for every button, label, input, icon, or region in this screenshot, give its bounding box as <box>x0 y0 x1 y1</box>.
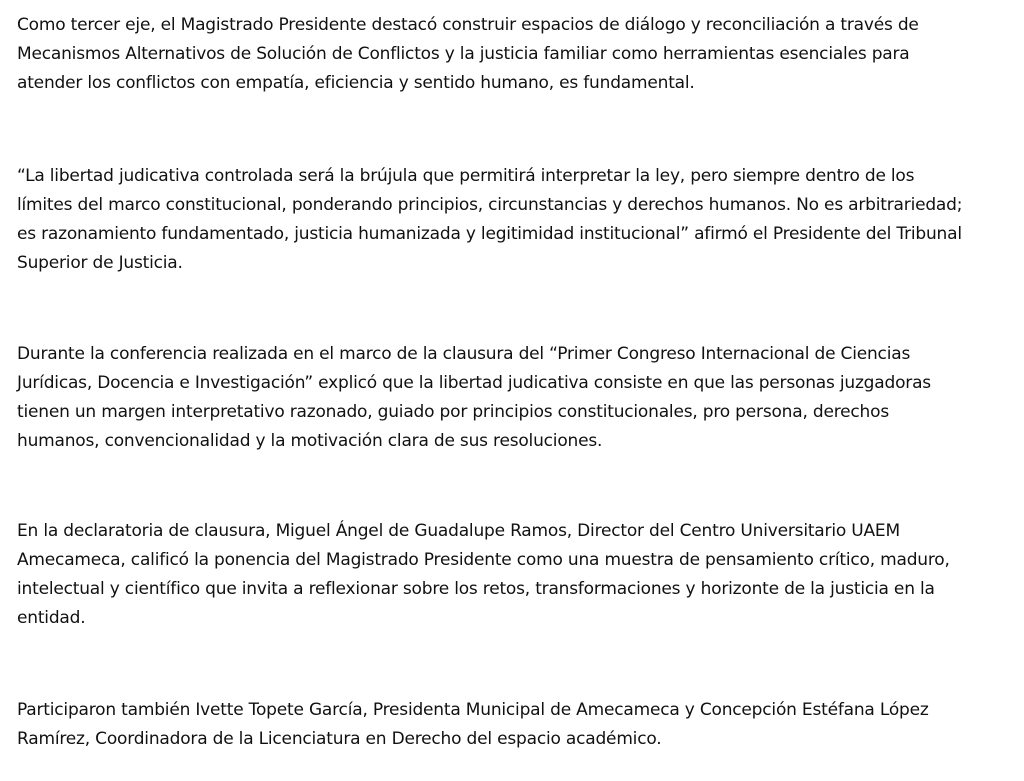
paragraph-line: Como tercer eje, el Magistrado Presidente destacó construir espacios de diálogo y reconciliación a través de <box>17 15 919 35</box>
paragraph-line: Mecanismos Alternativos de Solución de Conflictos y la justicia familiar como herramientas esenciales para <box>17 44 910 64</box>
paragraph-quote <box>17 162 962 278</box>
paragraph-line: atender los conflictos con empatía, eficiencia y sentido humano, es fundamental. <box>17 73 695 93</box>
paragraph-closing <box>17 517 950 633</box>
paragraph-line: Ramírez, Coordinadora de la Licenciatura en Derecho del espacio académico. <box>17 729 662 749</box>
paragraph-line: humanos, convencionalidad y la motivación clara de sus resoluciones. <box>17 431 603 451</box>
paragraph-line: Durante la conferencia realizada en el marco de la clausura del “Primer Congreso Internacional de Ciencias <box>17 344 911 364</box>
paragraph-line: intelectual y científico que invita a reflexionar sobre los retos, transformaciones y horizonte de la justicia en la <box>17 579 935 599</box>
paragraph-line: entidad. <box>17 608 86 628</box>
paragraph-line: Jurídicas, Docencia e Investigación” explicó que la libertad judicativa consiste en que las personas juzgadoras <box>17 373 931 393</box>
paragraph-line: tienen un margen interpretativo razonado, guiado por principios constitucionales, pro persona, derechos <box>17 402 889 422</box>
paragraph-line: “La libertad judicativa controlada será la brújula que permitirá interpretar la ley, pero siempre dentro de los <box>17 166 915 186</box>
paragraph-line: Superior de Justicia. <box>17 253 183 273</box>
paragraph-conference <box>17 340 931 456</box>
paragraph-third-axis <box>17 11 919 98</box>
paragraph-line: límites del marco constitucional, ponderando principios, circunstancias y derechos humanos. No es arbitrariedad; <box>17 195 963 215</box>
paragraph-line: En la declaratoria de clausura, Miguel Ángel de Guadalupe Ramos, Director del Centro Universitario UAEM <box>17 521 900 541</box>
paragraph-participants <box>17 696 929 754</box>
paragraph-line: Amecameca, calificó la ponencia del Magistrado Presidente como una muestra de pensamiento crítico, maduro, <box>17 550 950 570</box>
paragraph-line: es razonamiento fundamentado, justicia humanizada y legitimidad institucional” afirmó el Presidente del Tribunal <box>17 224 962 244</box>
paragraph-line: Participaron también Ivette Topete García, Presidenta Municipal de Amecameca y Concepción Estéfana López <box>17 700 929 720</box>
